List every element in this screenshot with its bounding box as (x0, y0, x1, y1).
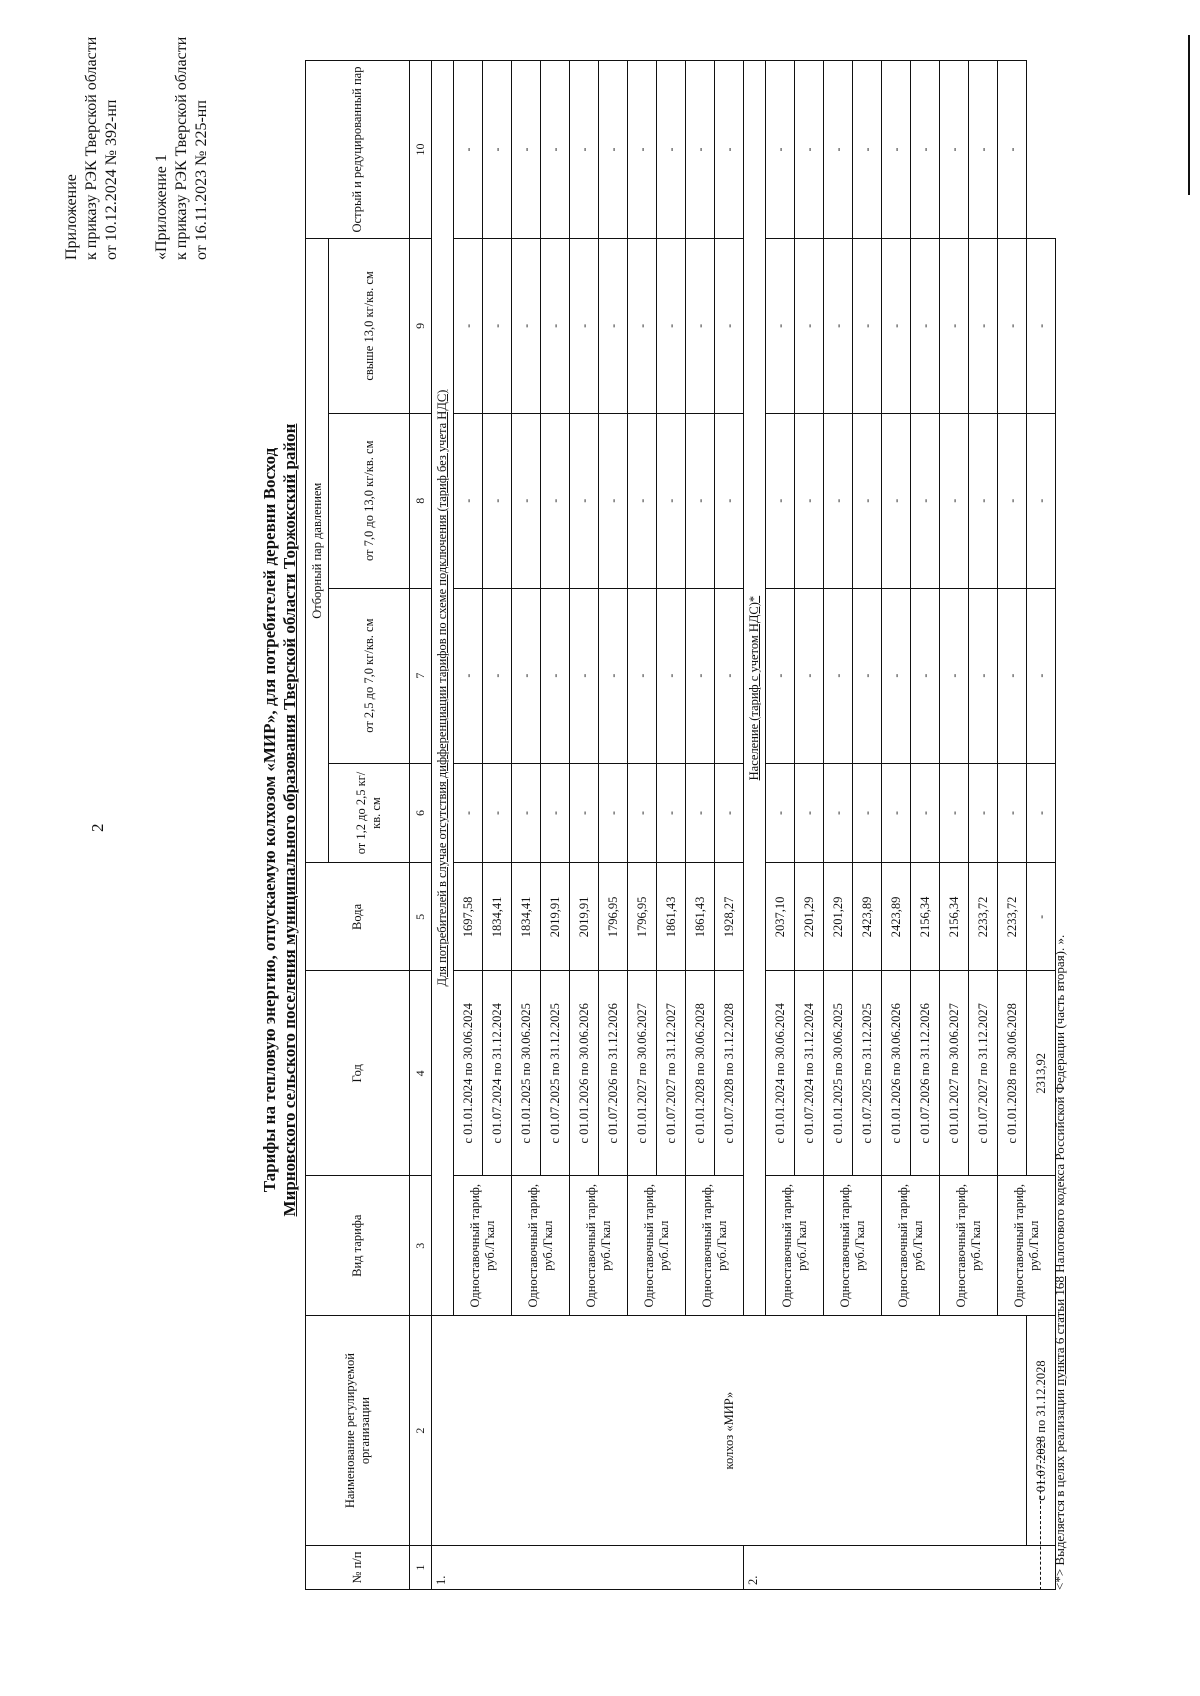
empty-value-cell: - (599, 763, 628, 863)
water-tariff-cell: 2156,34 (911, 863, 940, 971)
tariffs-table (305, 60, 1056, 1590)
period-cell: с 01.01.2024 по 30.06.2024 (454, 971, 483, 1176)
water-tariff-cell: 2423,89 (853, 863, 882, 971)
empty-value-cell: - (715, 763, 744, 863)
water-tariff-cell: 2201,29 (795, 863, 824, 971)
tariff-kind: Одноставочный тариф, руб./Гкал (686, 1176, 744, 1316)
col-number: 2 (410, 1316, 432, 1546)
period-cell: с 01.01.2028 по 30.06.2028 (686, 971, 715, 1176)
empty-value-cell: - (1027, 413, 1056, 588)
period-cell: с 01.01.2026 по 30.06.2026 (882, 971, 911, 1176)
water-tariff-cell: 2019,91 (570, 863, 599, 971)
empty-value-cell: - (570, 588, 599, 763)
empty-value-cell: - (512, 413, 541, 588)
col-number: 3 (410, 1176, 432, 1316)
empty-value-cell: - (1027, 763, 1056, 863)
period-cell: с 01.01.2026 по 30.06.2026 (570, 971, 599, 1176)
tariff-kind: Одноставочный тариф, руб./Гкал (570, 1176, 628, 1316)
empty-value-cell: - (882, 413, 911, 588)
empty-value-cell: - (686, 61, 715, 239)
empty-value-cell: - (454, 238, 483, 413)
empty-value-cell: - (940, 413, 969, 588)
empty-value-cell: - (657, 238, 686, 413)
empty-value-cell: - (969, 61, 998, 239)
empty-value-cell: - (541, 763, 570, 863)
empty-value-cell: - (570, 413, 599, 588)
period-cell: с 01.01.2025 по 30.06.2025 (512, 971, 541, 1176)
period-cell: с 01.07.2028 по 31.12.2028 (1027, 1316, 1056, 1546)
empty-value-cell: - (969, 413, 998, 588)
empty-value-cell: - (628, 238, 657, 413)
org-name: колхоз «МИР» (432, 1316, 1027, 1546)
tariff-kind: Одноставочный тариф, руб./Гкал (766, 1176, 824, 1316)
document-title (260, 220, 300, 1420)
tariff-kind: Одноставочный тариф, руб./Гкал (512, 1176, 570, 1316)
empty-value-cell: - (824, 763, 853, 863)
empty-value-cell: - (766, 588, 795, 763)
empty-value-cell: - (541, 238, 570, 413)
title-line-1: Тарифы на тепловую энергию, отпускаемую колхозом «МИР», для потребителей деревни Восход (260, 447, 279, 1193)
empty-value-cell: - (483, 61, 512, 239)
header-pressure-4: свыше 13,0 кг/кв. см (329, 238, 410, 413)
empty-value-cell: - (940, 588, 969, 763)
period-cell: с 01.07.2027 по 31.12.2027 (969, 971, 998, 1176)
title-line-2: Мирновского сельского поселения муниципального образования Тверской области Торжокский район (280, 423, 299, 1217)
footnote-law-link[interactable]: пункта 6 статьи 168 (1052, 1276, 1067, 1386)
empty-value-cell: - (512, 238, 541, 413)
empty-value-cell: - (541, 413, 570, 588)
empty-value-cell: - (483, 763, 512, 863)
empty-value-cell: - (686, 413, 715, 588)
header-year: Год (306, 971, 410, 1176)
empty-value-cell: - (512, 61, 541, 239)
period-cell: с 01.01.2027 по 30.06.2027 (628, 971, 657, 1176)
col-number: 4 (410, 971, 432, 1176)
col-number: 9 (410, 238, 432, 413)
water-tariff-cell: 2019,91 (541, 863, 570, 971)
empty-value-cell: - (766, 413, 795, 588)
empty-value-cell: - (1027, 863, 1056, 971)
empty-value-cell: - (882, 61, 911, 239)
appendix-line: от 10.12.2024 № 392-нп (103, 99, 120, 260)
empty-value-cell: - (853, 588, 882, 763)
col-number: 5 (410, 863, 432, 971)
header-no: № п/п (306, 1546, 410, 1590)
empty-value-cell: - (715, 588, 744, 763)
water-tariff-cell: 1796,95 (628, 863, 657, 971)
empty-value-cell: - (686, 588, 715, 763)
empty-value-cell: - (998, 763, 1027, 863)
water-tariff-cell: 1861,43 (657, 863, 686, 971)
header-pressure-3: от 7,0 до 13,0 кг/кв. см (329, 413, 410, 588)
empty-value-cell: - (512, 588, 541, 763)
empty-value-cell: - (795, 61, 824, 239)
period-cell: с 01.01.2025 по 30.06.2025 (824, 971, 853, 1176)
empty-value-cell: - (853, 413, 882, 588)
period-cell: с 01.07.2024 по 31.12.2024 (483, 971, 512, 1176)
section-label (744, 61, 766, 1316)
empty-value-cell: - (599, 61, 628, 239)
empty-value-cell: - (570, 61, 599, 239)
empty-value-cell: - (454, 588, 483, 763)
water-tariff-cell: 1861,43 (686, 863, 715, 971)
empty-value-cell: - (824, 61, 853, 239)
empty-value-cell: - (715, 238, 744, 413)
empty-value-cell: - (766, 763, 795, 863)
empty-value-cell: - (940, 763, 969, 863)
empty-value-cell: - (795, 588, 824, 763)
empty-value-cell: - (940, 238, 969, 413)
empty-value-cell: - (1027, 588, 1056, 763)
empty-value-cell: - (599, 238, 628, 413)
water-tariff-cell: 1697,58 (454, 863, 483, 971)
section-label-text: Для потребителей в случае отсутствия дифференциации тарифов по схеме подключения (тариф без учета НДС) (435, 389, 449, 987)
empty-value-cell: - (657, 763, 686, 863)
empty-value-cell: - (628, 763, 657, 863)
empty-value-cell: - (628, 588, 657, 763)
empty-value-cell: - (454, 61, 483, 239)
empty-value-cell: - (766, 238, 795, 413)
water-tariff-cell: 2233,72 (969, 863, 998, 971)
empty-value-cell: - (795, 763, 824, 863)
empty-value-cell: - (853, 61, 882, 239)
appendix-block (62, 36, 212, 260)
empty-value-cell: - (1027, 238, 1056, 413)
empty-value-cell: - (824, 238, 853, 413)
empty-value-cell: - (686, 238, 715, 413)
empty-value-cell: - (911, 61, 940, 239)
empty-value-cell: - (853, 238, 882, 413)
empty-value-cell: - (882, 763, 911, 863)
appendix-line: Приложение (63, 174, 80, 260)
empty-value-cell: - (940, 61, 969, 239)
empty-value-cell: - (541, 588, 570, 763)
section-row (432, 61, 454, 1590)
empty-value-cell: - (715, 61, 744, 239)
empty-value-cell: - (454, 763, 483, 863)
empty-value-cell: - (483, 588, 512, 763)
col-number: 1 (410, 1546, 432, 1590)
section-label-text: Население (тариф с учетом НДС)* (747, 595, 761, 781)
period-cell: с 01.07.2026 по 31.12.2026 (911, 971, 940, 1176)
empty-value-cell: - (824, 588, 853, 763)
empty-value-cell: - (911, 763, 940, 863)
section-label (432, 61, 454, 1316)
tariff-kind: Одноставочный тариф, руб./Гкал (940, 1176, 998, 1316)
water-tariff-cell: 2201,29 (824, 863, 853, 971)
water-tariff-cell: 2313,92 (1027, 971, 1056, 1176)
empty-value-cell: - (998, 61, 1027, 239)
period-cell: с 01.07.2025 по 31.12.2025 (541, 971, 570, 1176)
tariff-kind: Одноставочный тариф, руб./Гкал (454, 1176, 512, 1316)
empty-value-cell: - (853, 763, 882, 863)
section-number: 2. (744, 1546, 1056, 1590)
empty-value-cell: - (795, 238, 824, 413)
empty-value-cell: - (599, 413, 628, 588)
water-tariff-cell: 2156,34 (940, 863, 969, 971)
tariff-kind: Одноставочный тариф, руб./Гкал (628, 1176, 686, 1316)
empty-value-cell: - (882, 588, 911, 763)
empty-value-cell: - (882, 238, 911, 413)
empty-value-cell: - (570, 238, 599, 413)
appendix-line: к приказу РЭК Тверской области (83, 36, 100, 260)
period-cell: с 01.01.2024 по 30.06.2024 (766, 971, 795, 1176)
empty-value-cell: - (599, 588, 628, 763)
water-tariff-cell: 2233,72 (998, 863, 1027, 971)
col-number: 7 (410, 588, 432, 763)
header-pressure-2: от 2,5 до 7,0 кг/кв. см (329, 588, 410, 763)
empty-value-cell: - (686, 763, 715, 863)
empty-value-cell: - (998, 238, 1027, 413)
empty-value-cell: - (969, 588, 998, 763)
col-number: 10 (410, 61, 432, 239)
appendix-line: к приказу РЭК Тверской области (173, 36, 190, 260)
empty-value-cell: - (483, 413, 512, 588)
empty-value-cell: - (628, 61, 657, 239)
empty-value-cell: - (911, 238, 940, 413)
margin-rule (1188, 35, 1190, 195)
empty-value-cell: - (657, 413, 686, 588)
header-steam: Отборный пар давлением (306, 238, 329, 862)
footnote-separator (1040, 1440, 1041, 1590)
col-number: 6 (410, 763, 432, 863)
footnote-prefix: <*> Выделяется в целях реализации (1052, 1385, 1067, 1590)
period-cell: с 01.07.2025 по 31.12.2025 (853, 971, 882, 1176)
period-cell: с 01.07.2027 по 31.12.2027 (657, 971, 686, 1176)
empty-value-cell: - (715, 413, 744, 588)
empty-value-cell: - (795, 413, 824, 588)
period-cell: с 01.07.2026 по 31.12.2026 (599, 971, 628, 1176)
water-tariff-cell: 1834,41 (512, 863, 541, 971)
empty-value-cell: - (483, 238, 512, 413)
empty-value-cell: - (824, 413, 853, 588)
footnote-suffix: Налогового кодекса Российской Федерации (часть вторая). ». (1052, 934, 1067, 1277)
water-tariff-cell: 2423,89 (882, 863, 911, 971)
col-number: 8 (410, 413, 432, 588)
empty-value-cell: - (998, 413, 1027, 588)
tariff-kind: Одноставочный тариф, руб./Гкал (882, 1176, 940, 1316)
appendix-line: от 16.11.2023 № 225-нп (193, 100, 210, 260)
empty-value-cell: - (998, 588, 1027, 763)
appendix-line: «Приложение 1 (153, 154, 170, 260)
empty-value-cell: - (570, 763, 599, 863)
water-tariff-cell: 1834,41 (483, 863, 512, 971)
empty-value-cell: - (628, 413, 657, 588)
period-cell: с 01.07.2028 по 31.12.2028 (715, 971, 744, 1176)
water-tariff-cell: 2037,10 (766, 863, 795, 971)
empty-value-cell: - (969, 238, 998, 413)
period-cell: с 01.07.2024 по 31.12.2024 (795, 971, 824, 1176)
header-water: Вода (306, 863, 410, 971)
period-cell: с 01.01.2028 по 30.06.2028 (998, 971, 1027, 1176)
empty-value-cell: - (766, 61, 795, 239)
tariff-kind: Одноставочный тариф, руб./Гкал (998, 1176, 1056, 1316)
rotated-page (0, 36, 1100, 1660)
header-pressure-1: от 1,2 до 2,5 кг/кв. см (329, 763, 410, 863)
period-cell: с 01.01.2027 по 30.06.2027 (940, 971, 969, 1176)
empty-value-cell: - (911, 588, 940, 763)
page-number: 2 (88, 823, 107, 832)
empty-value-cell: - (541, 61, 570, 239)
empty-value-cell: - (454, 413, 483, 588)
water-tariff-cell: 1928,27 (715, 863, 744, 971)
tariff-kind: Одноставочный тариф, руб./Гкал (824, 1176, 882, 1316)
water-tariff-cell: 1796,95 (599, 863, 628, 971)
empty-value-cell: - (657, 588, 686, 763)
footnote (1052, 935, 1068, 1590)
section-number: 1. (432, 1546, 744, 1590)
empty-value-cell: - (657, 61, 686, 239)
empty-value-cell: - (512, 763, 541, 863)
header-sharp: Острый и редуцированный пар (306, 61, 410, 239)
header-org: Наименование регулируемой организации (306, 1316, 410, 1546)
empty-value-cell: - (911, 413, 940, 588)
empty-value-cell: - (969, 763, 998, 863)
header-kind: Вид тарифа (306, 1176, 410, 1316)
